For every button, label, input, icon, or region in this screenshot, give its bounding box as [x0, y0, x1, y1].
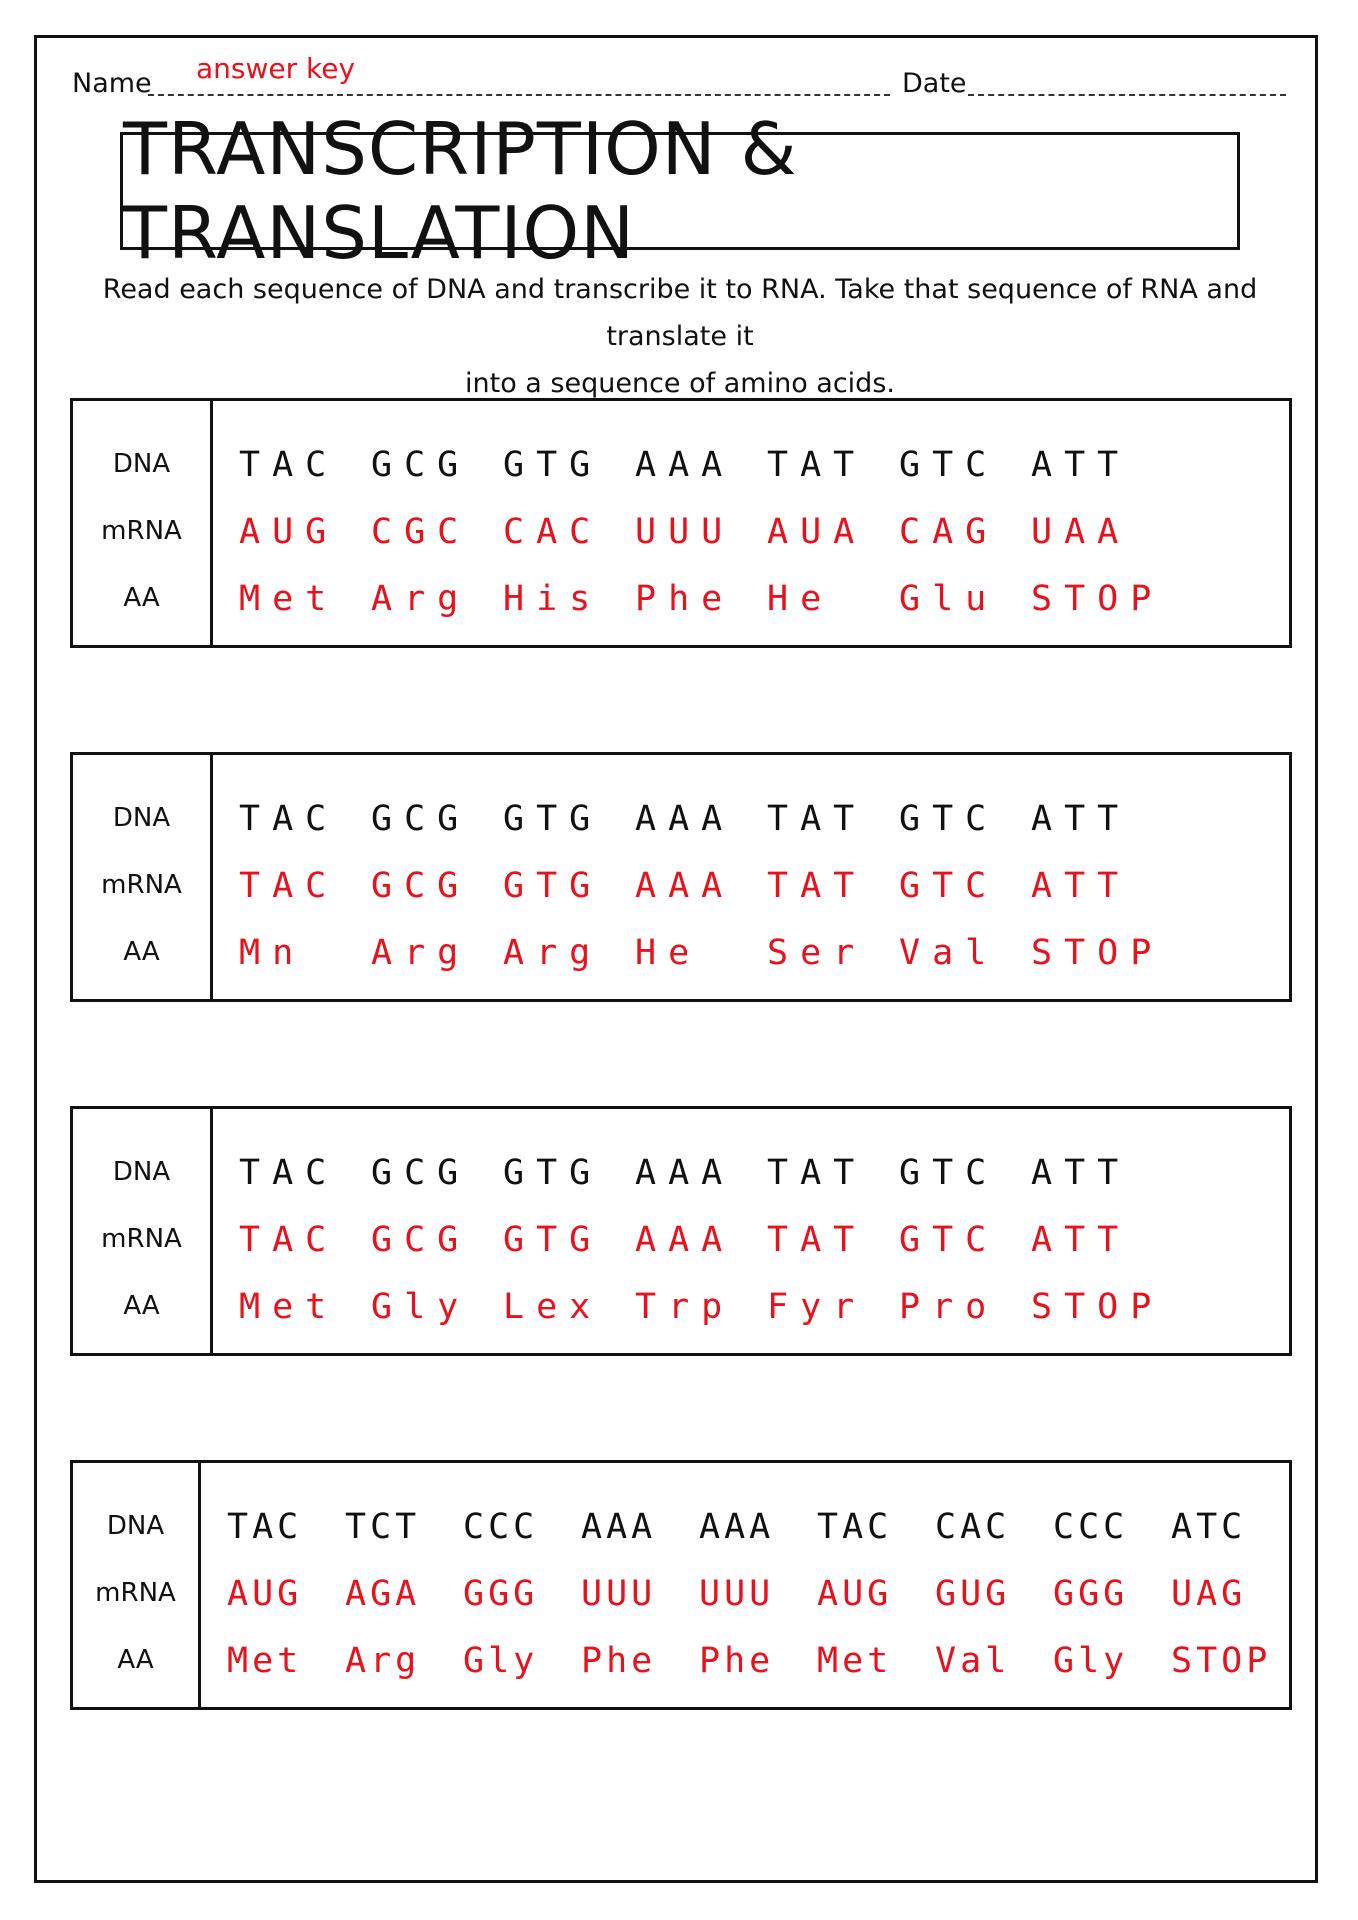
codon: AAA — [635, 1219, 735, 1260]
codon: TAC — [239, 1219, 339, 1260]
date-label: Date — [902, 68, 967, 99]
codon: TAT — [767, 1219, 867, 1260]
amino-acid: Met — [227, 1640, 303, 1681]
codon: AUA — [767, 511, 867, 552]
row-labels — [73, 401, 213, 645]
codon: ATT — [1031, 1152, 1131, 1193]
amino-acid: Phe — [581, 1640, 657, 1681]
amino-acid: Pro — [899, 1286, 999, 1327]
codon: CGC — [371, 511, 471, 552]
codon: AAA — [635, 1152, 735, 1193]
codon: GCG — [371, 444, 471, 485]
row-label-dna: DNA — [112, 449, 171, 479]
codon: ATC — [1171, 1506, 1247, 1547]
row-label-aa: AA — [123, 583, 160, 613]
amino-acid: Val — [935, 1640, 1011, 1681]
codon: UAA — [1031, 511, 1131, 552]
codon: TAC — [239, 865, 339, 906]
row-labels — [73, 1463, 201, 1707]
amino-acid: Val — [899, 932, 999, 973]
amino-acid: Gly — [371, 1286, 471, 1327]
codon: AGA — [345, 1573, 421, 1614]
codon: TAT — [767, 865, 867, 906]
codon: ATT — [1031, 1219, 1131, 1260]
codon: GTC — [899, 444, 999, 485]
codon: TAC — [239, 798, 339, 839]
instructions-line-2: into a sequence of amino acids. — [465, 368, 895, 399]
mrna-sequence-row — [227, 1560, 1289, 1627]
row-label-dna: DNA — [112, 1157, 171, 1187]
codon: GCG — [371, 798, 471, 839]
aa-sequence-row — [239, 565, 1289, 632]
dna-sequence-row — [239, 431, 1289, 498]
amino-acid: He — [635, 932, 702, 973]
codon: ATT — [1031, 865, 1131, 906]
row-label-mrna: mRNA — [101, 870, 182, 900]
row-label-aa: AA — [117, 1645, 154, 1675]
amino-acid: His — [503, 578, 603, 619]
dna-sequence-row — [239, 1139, 1289, 1206]
row-label-aa: AA — [123, 1291, 160, 1321]
codon: GTG — [503, 1219, 603, 1260]
title-box — [120, 107, 1240, 275]
exercise-block-3 — [70, 1106, 1292, 1356]
amino-acid: Arg — [503, 932, 603, 973]
row-label-dna: DNA — [106, 1511, 165, 1541]
aa-sequence-row — [227, 1627, 1289, 1694]
exercise-block-1 — [70, 398, 1292, 648]
codon: UUU — [635, 511, 735, 552]
row-labels — [73, 755, 213, 999]
codon: TAC — [227, 1506, 303, 1547]
amino-acid: STOP — [1171, 1640, 1272, 1681]
amino-acid: Arg — [345, 1640, 421, 1681]
amino-acid: Fyr — [767, 1286, 867, 1327]
codon: GCG — [371, 865, 471, 906]
codon: GGG — [463, 1573, 539, 1614]
codon: CCC — [463, 1506, 539, 1547]
codon: UAG — [1171, 1573, 1247, 1614]
codon: CAC — [503, 511, 603, 552]
codon: AAA — [581, 1506, 657, 1547]
page-title: TRANSCRIPTION & TRANSLATION — [123, 107, 798, 275]
aa-sequence-row — [239, 1273, 1289, 1340]
codon: GCG — [371, 1152, 471, 1193]
amino-acid: Arg — [371, 932, 471, 973]
codon: GGG — [1053, 1573, 1129, 1614]
name-value: answer key — [196, 52, 356, 85]
codon: AAA — [635, 865, 735, 906]
name-label: Name — [72, 68, 152, 99]
codon: TAT — [767, 444, 867, 485]
codon: AUG — [227, 1573, 303, 1614]
codon: GTG — [503, 798, 603, 839]
amino-acid: Gly — [463, 1640, 539, 1681]
instructions — [70, 266, 1290, 407]
dna-sequence-row — [227, 1493, 1289, 1560]
codon: ATT — [1031, 444, 1131, 485]
sequence-content — [213, 755, 1289, 999]
row-label-mrna: mRNA — [95, 1578, 176, 1608]
codon: CCC — [1053, 1506, 1129, 1547]
date-field[interactable] — [968, 60, 1286, 96]
sequence-content — [213, 401, 1289, 645]
sequence-content — [213, 1109, 1289, 1353]
codon: AAA — [635, 444, 735, 485]
codon: TAT — [767, 1152, 867, 1193]
codon: GTC — [899, 1152, 999, 1193]
amino-acid: STOP — [1031, 1286, 1164, 1327]
amino-acid: He — [767, 578, 834, 619]
codon: AAA — [635, 798, 735, 839]
amino-acid: Phe — [699, 1640, 775, 1681]
amino-acid: Glu — [899, 578, 999, 619]
row-label-aa: AA — [123, 937, 160, 967]
row-label-mrna: mRNA — [101, 516, 182, 546]
codon: AUG — [817, 1573, 893, 1614]
codon: GCG — [371, 1219, 471, 1260]
amino-acid: Trp — [635, 1286, 735, 1327]
codon: CAC — [935, 1506, 1011, 1547]
mrna-sequence-row — [239, 1206, 1289, 1273]
row-label-mrna: mRNA — [101, 1224, 182, 1254]
row-labels — [73, 1109, 213, 1353]
exercise-block-2 — [70, 752, 1292, 1002]
codon: TAC — [817, 1506, 893, 1547]
mrna-sequence-row — [239, 852, 1289, 919]
codon: TCT — [345, 1506, 421, 1547]
exercise-block-4 — [70, 1460, 1292, 1710]
codon: CAG — [899, 511, 999, 552]
amino-acid: Met — [239, 578, 339, 619]
codon: GTG — [503, 1152, 603, 1193]
mrna-sequence-row — [239, 498, 1289, 565]
amino-acid: Mn — [239, 932, 306, 973]
instructions-line-1: Read each sequence of DNA and transcribe it to RNA. Take that sequence of RNA and translate it — [102, 274, 1258, 352]
dna-sequence-row — [239, 785, 1289, 852]
amino-acid: Met — [239, 1286, 339, 1327]
codon: GTC — [899, 798, 999, 839]
amino-acid: Phe — [635, 578, 735, 619]
amino-acid: Arg — [371, 578, 471, 619]
codon: TAT — [767, 798, 867, 839]
codon: GTG — [503, 865, 603, 906]
codon: GUG — [935, 1573, 1011, 1614]
amino-acid: Ser — [767, 932, 867, 973]
codon: UUU — [699, 1573, 775, 1614]
amino-acid: Met — [817, 1640, 893, 1681]
codon: GTG — [503, 444, 603, 485]
codon: AAA — [699, 1506, 775, 1547]
amino-acid: STOP — [1031, 932, 1164, 973]
amino-acid: Lex — [503, 1286, 603, 1327]
sequence-content — [201, 1463, 1289, 1707]
codon: AUG — [239, 511, 339, 552]
codon: TAC — [239, 444, 339, 485]
codon: GTC — [899, 1219, 999, 1260]
row-label-dna: DNA — [112, 803, 171, 833]
codon: TAC — [239, 1152, 339, 1193]
amino-acid: STOP — [1031, 578, 1164, 619]
codon: UUU — [581, 1573, 657, 1614]
amino-acid: Gly — [1053, 1640, 1129, 1681]
codon: GTC — [899, 865, 999, 906]
aa-sequence-row — [239, 919, 1289, 986]
codon: ATT — [1031, 798, 1131, 839]
